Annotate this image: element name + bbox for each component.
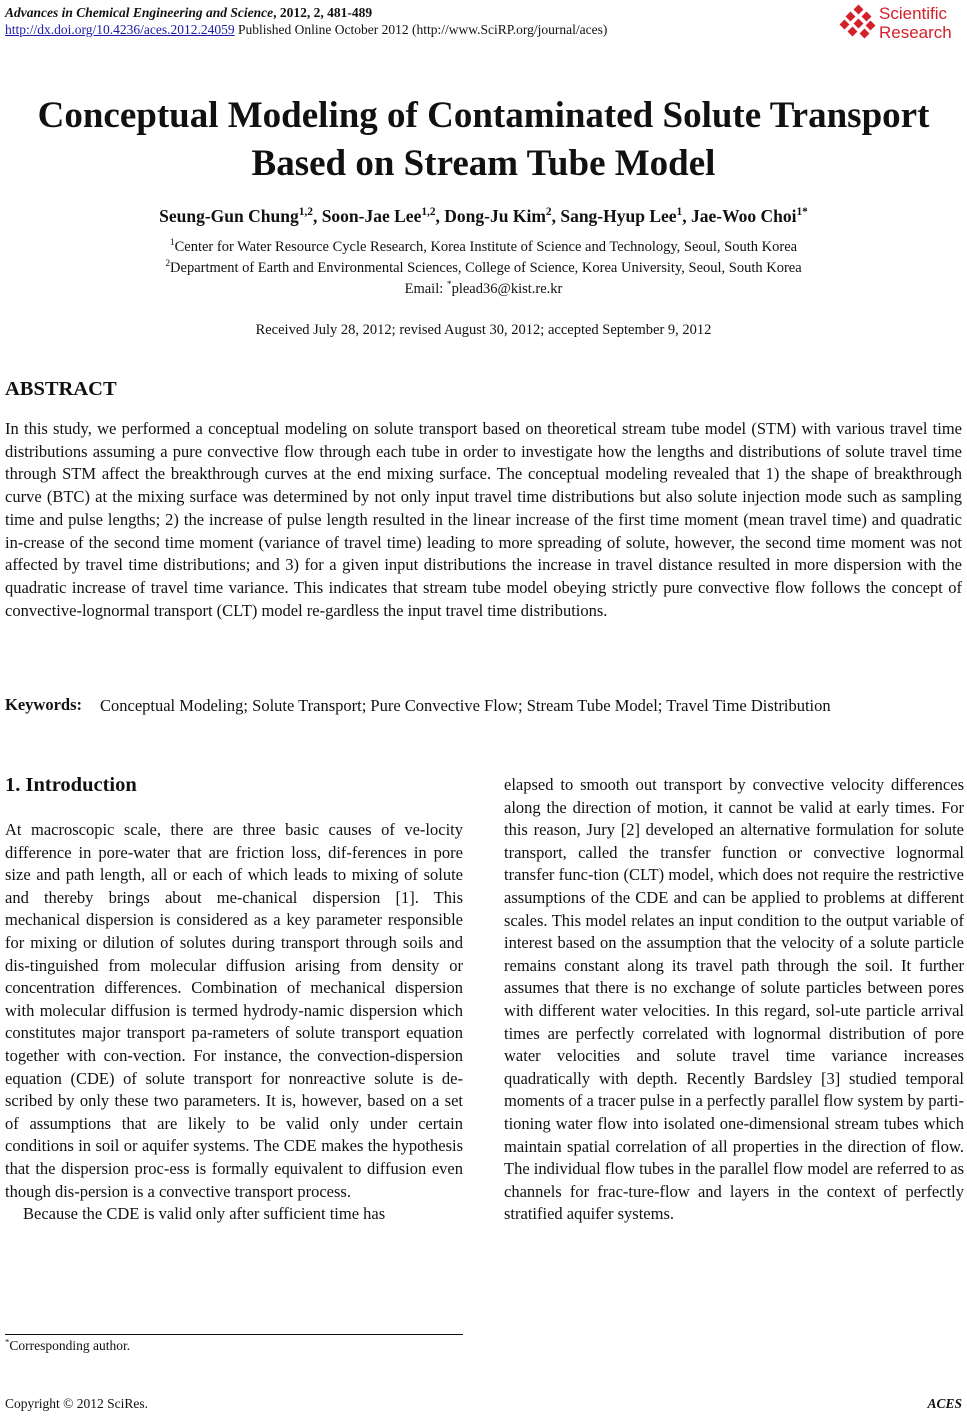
author-affiliation-marker: 2	[545, 206, 552, 219]
affiliation-2	[0, 260, 967, 277]
email-line	[0, 281, 967, 298]
author-name: Soon-Jae Lee	[321, 206, 422, 226]
author-entry	[322, 206, 445, 226]
author-entry	[444, 206, 560, 226]
affiliation-1-marker: 1	[169, 238, 175, 249]
footnote-divider	[5, 1334, 463, 1335]
footnote-text: Corresponding author.	[9, 1338, 131, 1353]
footnote-marker: *	[5, 1336, 10, 1347]
abstract-text: In this study, we performed a conceptual modeling on solute transport based on theoretical stream tube model (STM) with various travel time distributions assuming a pure convective flow through each tube in order to investigate how the lengths and distributions of solute travel time through STM affect the breakthrough curves at the end mixing surface. The conceptual modeling revealed that 1) the shape of breakthrough curve (BTC) at the mixing surface was determined by not only input travel time distributions but also solute injection mode such as sampling time and pulse lengths; 2) the increase of pulse length resulted in the linear increase of the first time moment (mean travel time) and quadratic in-crease of the second time moment (variance of travel time) leading to more spreading of solute, however, the second time moment was not affected by travel time distributions; and 3) for a given input distributions the increase in travel distance resulted in more dispersion with the quadratic increase of travel time variance. This indicates that stream tube model obeying strictly pure convective flow follows the concept of convective-lognormal transport (CLT) model re-gardless the input travel time distributions.	[5, 419, 962, 620]
author-entry	[159, 206, 322, 226]
title-line-2: Based on Stream Tube Model	[251, 143, 716, 184]
right-column	[504, 774, 964, 1226]
author-separator: ,	[435, 206, 445, 226]
keywords-label: Keywords:	[5, 695, 82, 714]
journal-name: Advances in Chemical Engineering and Science	[5, 5, 274, 20]
copyright-footer: Copyright © 2012 SciRes.	[5, 1396, 149, 1411]
author-name: Sang-Hyup Lee	[560, 206, 677, 226]
author-affiliation-marker: 1*	[796, 206, 808, 219]
author-affiliation-marker: 1	[676, 206, 683, 219]
author-separator: ,	[551, 206, 561, 226]
logo-line-2: Research	[879, 23, 952, 42]
logo-mark-icon	[841, 6, 875, 40]
affiliation-1	[0, 239, 967, 256]
keywords-text: Conceptual Modeling; Solute Transport; Pure Convective Flow; Stream Tube Model; Travel Time Distribution	[100, 696, 831, 715]
intro-paragraph-1: At macroscopic scale, there are three basic causes of ve-locity difference in pore-water that are friction loss, dif-ferences in pore size and path length, all or each of which leads to mixing of solute and thereby brings about me-chanical dispersion [1]. This mechanical dispersion is considered as a key parameter responsible for mixing or dilution of solutes during transport through soils and dis-tinguished from molecular diffusion arising from density or concentration differences. Combination of mechanical dispersion with molecular diffusion is termed hydrody-namic dispersion which constitutes major transport pa-rameters of solute transport equation together with con-vection. For instance, the convection-dispersion equation (CDE) of solute transport for nonreactive solute is de-scribed by only these two parameters. It is, however, based on a set of assumptions that are likely to be valid only under certain conditions in soil or aquifer systems. The CDE makes the hypothesis that the dispersion proc-ess is formally equivalent to diffusion even though dis-persion is a convective transport process.	[5, 820, 463, 1201]
author-entry	[560, 206, 691, 226]
author-affiliation-marker: 1,2	[421, 206, 436, 219]
intro-paragraph-2-start: Because the CDE is valid only after sufficient time has	[23, 1204, 386, 1224]
published-online: Published Online October 2012 (http://www.SciRP.org/journal/aces)	[234, 22, 608, 37]
author-affiliation-marker: 1,2	[298, 206, 313, 219]
publication-line	[5, 22, 607, 38]
affiliation-2-marker: 2	[165, 259, 171, 270]
author-name: Jae-Woo Choi	[690, 206, 797, 226]
title-line-1: Conceptual Modeling of Contaminated Solute Transport	[37, 95, 930, 136]
affiliation-2-text: Department of Earth and Environmental Sciences, College of Science, Korea University, Seoul, South Korea	[170, 260, 802, 276]
received-dates: Received July 28, 2012; revised August 30, 2012; accepted September 9, 2012	[255, 322, 712, 338]
author-list	[0, 206, 967, 227]
doi-link[interactable]: http://dx.doi.org/10.4236/aces.2012.24059	[5, 22, 235, 37]
left-column	[5, 819, 463, 1226]
author-name: Dong-Ju Kim	[444, 206, 546, 226]
author-name: Seung-Gun Chung	[159, 206, 299, 226]
paper-title	[0, 92, 967, 188]
author-entry	[691, 206, 808, 226]
journal-abbrev-footer: ACES	[927, 1396, 962, 1411]
journal-citation	[5, 5, 372, 21]
footnote	[5, 1338, 130, 1354]
author-separator: ,	[682, 206, 691, 226]
author-separator: ,	[312, 206, 322, 226]
email-marker: *	[446, 280, 452, 291]
logo-wordmark	[879, 4, 952, 42]
email-label: Email:	[404, 281, 447, 297]
intro-paragraph-2-continued: elapsed to smooth out transport by convective velocity differences along the direction of motion, it cannot be valid at early times. For this reason, Jury [2] developed an alternative formulation for solute transport, called the transfer function or convective lognormal transfer func-tion (CLT) model, which does not require the restrictive assumptions of the CDE and can be applied to problems at different scales. This model relates an input condition to the output variable of interest based on the assumption that the velocity of a solute particle remains constant along its travel path through the soil. It further assumes that there is no exchange of solute particles between pores with different water velocities. In this regard, sol-ute particle arrival times are perfectly correlated with lognormal distribution of pore water velocities and solute travel time variance increases quadratically with depth. Recently Bardsley [3] studied temporal moments of a tracer pulse in a perfectly parallel flow system by parti-tioning water flow into isolated one-dimensional stream tubes which maintain spatial correlation of all properties in the direction of flow. The individual flow tubes in the parallel flow model are referred to as channels for frac-ture-flow and layers in the context of perfectly stratified aquifer systems.	[504, 775, 965, 1224]
email-address[interactable]: plead36@kist.re.kr	[451, 281, 563, 297]
section-heading-introduction: 1. Introduction	[5, 774, 137, 796]
affiliation-1-text: Center for Water Resource Cycle Research, Korea Institute of Science and Technology, Seoul, South Korea	[174, 239, 798, 255]
abstract-heading: ABSTRACT	[5, 378, 117, 400]
journal-volume: , 2012, 2, 481-489	[273, 5, 373, 20]
logo-line-1: Scientific	[879, 4, 948, 23]
scientific-research-logo	[841, 2, 961, 44]
